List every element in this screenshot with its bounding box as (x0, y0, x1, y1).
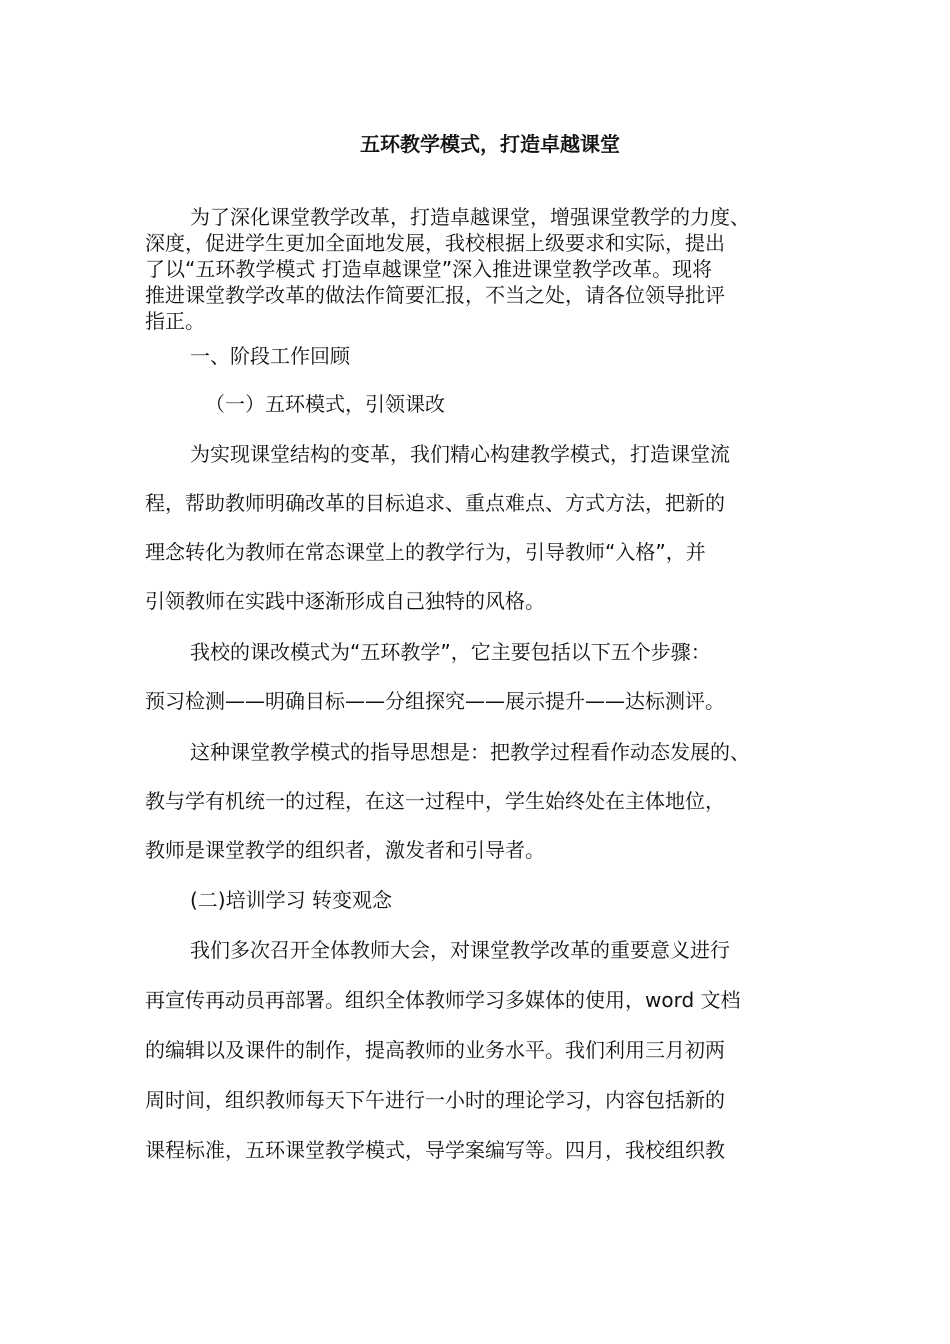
para3-line-1: 这种课堂教学模式的指导思想是：把教学过程看作动态发展的、 (190, 740, 750, 764)
subsection-heading-2: (二)培训学习 转变观念 (190, 888, 392, 912)
intro-line-2: 深度，促进学生更加全面地发展，我校根据上级要求和实际，提出 (145, 231, 725, 255)
para2-line-2: 预习检测——明确目标——分组探究——展示提升——达标测评。 (145, 689, 725, 713)
subsection-heading-1: （一）五环模式，引领课改 (205, 392, 445, 416)
intro-line-3: 了以“五环教学模式 打造卓越课堂”深入推进课堂教学改革。现将 (145, 257, 713, 281)
intro-line-5: 指正。 (145, 309, 205, 333)
para4-line-4: 周时间，组织教师每天下午进行一小时的理论学习，内容包括新的 (145, 1088, 725, 1112)
para1-line-1: 为实现课堂结构的变革，我们精心构建教学模式，打造课堂流 (190, 442, 730, 466)
para4-line-5: 课程标准，五环课堂教学模式，导学案编写等。四月，我校组织教 (145, 1138, 725, 1162)
para3-line-2: 教与学有机统一的过程，在这一过程中，学生始终处在主体地位， (145, 789, 725, 813)
intro-line-4: 推进课堂教学改革的做法作简要汇报，不当之处，请各位领导批评 (145, 283, 725, 307)
para3-line-3: 教师是课堂教学的组织者，激发者和引导者。 (145, 838, 545, 862)
para4-line-1: 我们多次召开全体教师大会，对课堂教学改革的重要意义进行 (190, 938, 730, 962)
para1-line-2: 程，帮助教师明确改革的目标追求、重点难点、方式方法，把新的 (145, 491, 725, 515)
para4-line-2: 再宣传再动员再部署。组织全体教师学习多媒体的使用，word 文档 (145, 988, 741, 1012)
section-heading-1: 一、阶段工作回顾 (190, 344, 350, 368)
para1-line-4: 引领教师在实践中逐渐形成自己独特的风格。 (145, 589, 545, 613)
document-title: 五环教学模式，打造卓越课堂 (360, 132, 620, 156)
para4-line-3: 的编辑以及课件的制作，提高教师的业务水平。我们利用三月初两 (145, 1038, 725, 1062)
para1-line-3: 理念转化为教师在常态课堂上的教学行为，引导教师“入格”，并 (145, 540, 706, 564)
para2-line-1: 我校的课改模式为“五环教学”，它主要包括以下五个步骤： (190, 640, 711, 664)
intro-line-1: 为了深化课堂教学改革，打造卓越课堂，增强课堂教学的力度、 (190, 205, 750, 229)
